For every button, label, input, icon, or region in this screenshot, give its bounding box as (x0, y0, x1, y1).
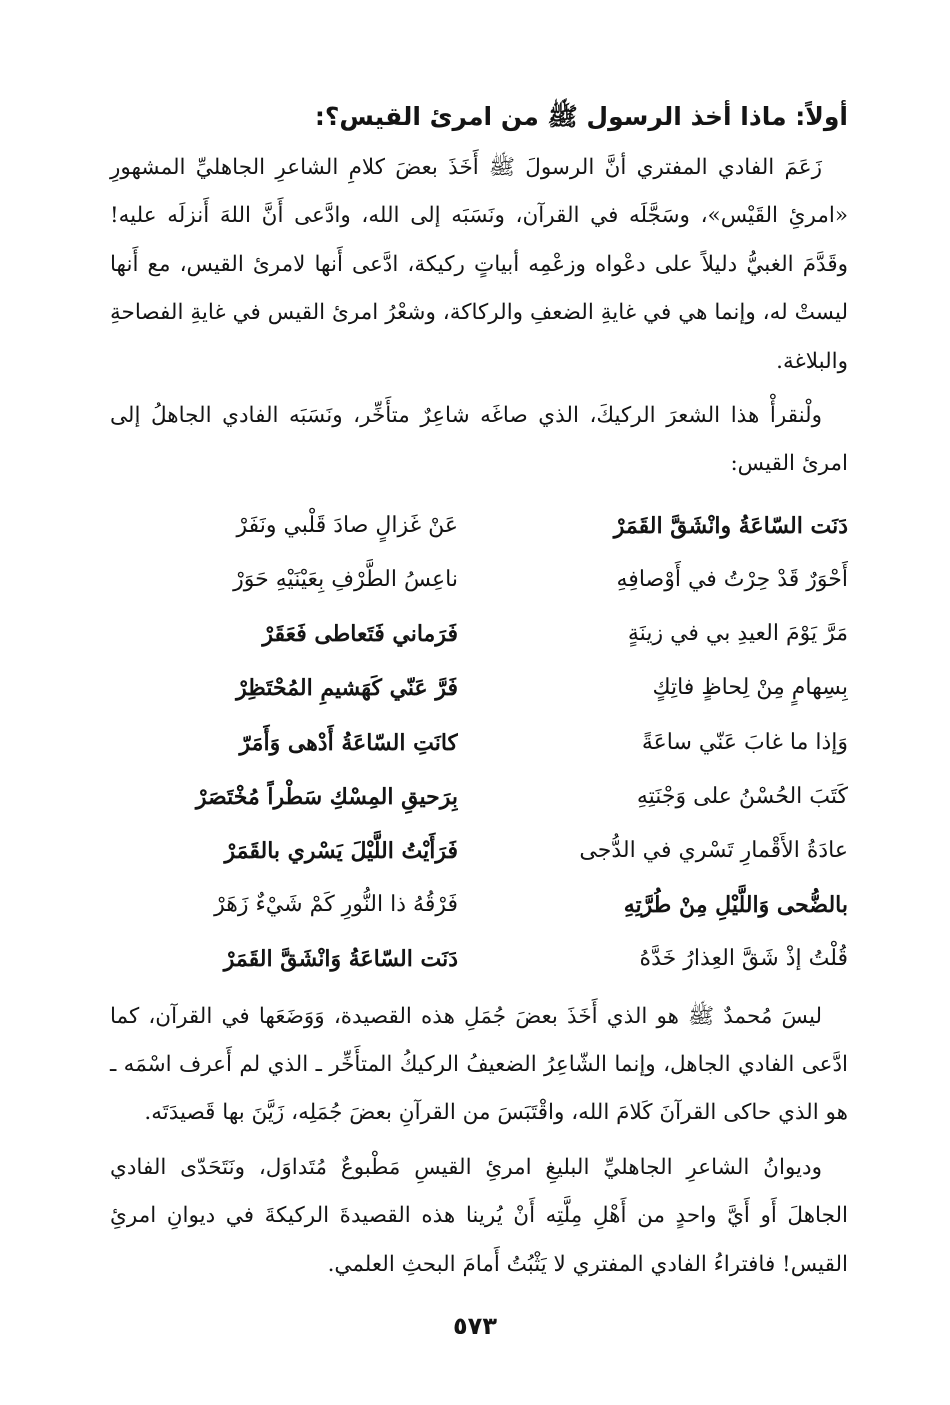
verse-second-hemistich: بِرَحيقِ المِسْكِ سَطْراً مُخْتَصَرْ (195, 783, 458, 810)
paragraph-challenge: وديوانُ الشاعرِ الجاهليِّ البليغِ امرئِ القيسِ مَطْبوعٌ مُتَداوَل، ونَتَحَدّى الفادي الجاهلَ أَو أَيَّ واحدٍ من أَهْلِ مِلَّتِه أَنْ يُرينا هذه القصيدةَ الركيكةَ في ديوانِ امرئِ القيس! فافتراءُ الفادي المفتري لا يَثْبُتُ أَمامَ البحثِ العلمي. (110, 1154, 848, 1277)
verse-second-hemistich: عَنْ غَزالٍ صادَ قَلْبي ونَفَرْ (236, 512, 458, 538)
verse-second-hemistich: ناعِسُ الطَّرْفِ بِعَيْنَيْهِ حَوَرْ (233, 567, 458, 593)
poem-verse (110, 770, 848, 824)
poem-verse (110, 499, 848, 553)
paragraph-claim: زَعَمَ الفادي المفتري أنَّ الرسولَ ﷺ أَخَذَ بعضَ كلامِ الشاعرِ الجاهليِّ المشهورِ «امرئِ القَيْس»، وسَجَّلَه في القرآن، ونَسَبَه إلى الله، وادَّعى أَنَّ اللهَ أَنزلَه عليه! وقَدَّمَ الغبيُّ دليلاً على دعْواه وزعْمِه أبياتٍ ركيكة، ادَّعى أَنها لامرئ القيس، مع أَنها ليستْ له، وإنما هي في غايةِ الضعفِ والركاكة، وشعْرُ امرئ القيس في غايةِ الفصاحةِ والبلاغة. (110, 155, 848, 374)
verse-second-hemistich: فَرَماني فَتَعاطى فَعَقَرْ (262, 621, 458, 648)
verse-first-hemistich: وَإذا ما غابَ عَنّي ساعَةً (641, 729, 848, 755)
verse-first-hemistich: قُلْتُ إذْ شَقَّ العِذارُ خَدَّهُ (639, 946, 848, 972)
verse-first-hemistich: دَنَت السّاعَةُ وانْشَقَّ القَمَرْ (613, 512, 848, 539)
verse-first-hemistich: كَتَبَ الحُسْنُ على وَجْنَتِهِ (636, 783, 848, 809)
poem-verse (110, 878, 848, 932)
verse-first-hemistich: بالضُّحى وَاللَّيْلِ مِنْ طُرَّتِهِ (623, 892, 848, 919)
poem (110, 499, 848, 987)
poem-verse (110, 661, 848, 715)
verse-first-hemistich: أَحْوَرٌ قَدْ حِرْتُ في أَوْصافِهِ (616, 567, 848, 593)
poem-verse (110, 932, 848, 986)
verse-first-hemistich: عادَةُ الأَقْمارِ تَسْري في الدُّجى (579, 837, 848, 863)
section-heading: أولاً: ماذا أخذ الرسول ﷺ من امرئ القيس؟: (314, 102, 848, 131)
page-content (110, 92, 848, 1289)
paragraph-poem-intro: ولْنقرأْ هذا الشعرَ الركيكَ، الذي صاغَه شاعِرٌ متأَخِّر، ونَسَبَه الفادي الجاهلُ إلى امرئ القيس: (110, 403, 848, 477)
verse-second-hemistich: فَرَّ عَنّي كَهَشيمِ المُحْتَظِرْ (236, 675, 458, 702)
verse-second-hemistich: فَرَأَيْتُ اللَّيْلَ يَسْري بالقَمَرْ (224, 837, 458, 864)
paragraph-refutation: ليسَ مُحمدٌ ﷺ هو الذي أَخَذَ بعضَ جُمَلِ هذه القصيدة، وَوَضَعَها في القرآن، كما ادَّعى الفادي الجاهل، وإنما الشّاعِرُ الضعيفُ الركيكُ المتأَخِّر ـ الذي لم أَعرف اسْمَه ـ هو الذي حاكى القرآنَ كَلامَ الله، واقْتَبَسَ من القرآنِ بعضَ جُمَلِه، زَيَّنَ بها قَصيدَتَه. (110, 1003, 848, 1126)
poem-verse (110, 824, 848, 878)
verse-second-hemistich: دَنَت السّاعَةُ وَانْشَقَّ القَمَرْ (223, 946, 458, 973)
poem-verse (110, 607, 848, 661)
poem-verse (110, 553, 848, 607)
page-number: ٥٧٣ (453, 1312, 497, 1340)
poem-verse (110, 716, 848, 770)
verse-first-hemistich: مَرَّ يَوْمَ العيدِ بي في زينَةٍ (627, 621, 848, 647)
verse-second-hemistich: فَرْقُهُ ذا النُّورِ كَمْ شَيْءٌ زَهَرْ (214, 892, 458, 918)
verse-first-hemistich: بِسِهامٍ مِنْ لِحاظٍ فاتِكٍ (652, 675, 848, 701)
verse-second-hemistich: كانَتِ السّاعَةُ أَدْهى وَأَمَرّ (239, 729, 458, 756)
